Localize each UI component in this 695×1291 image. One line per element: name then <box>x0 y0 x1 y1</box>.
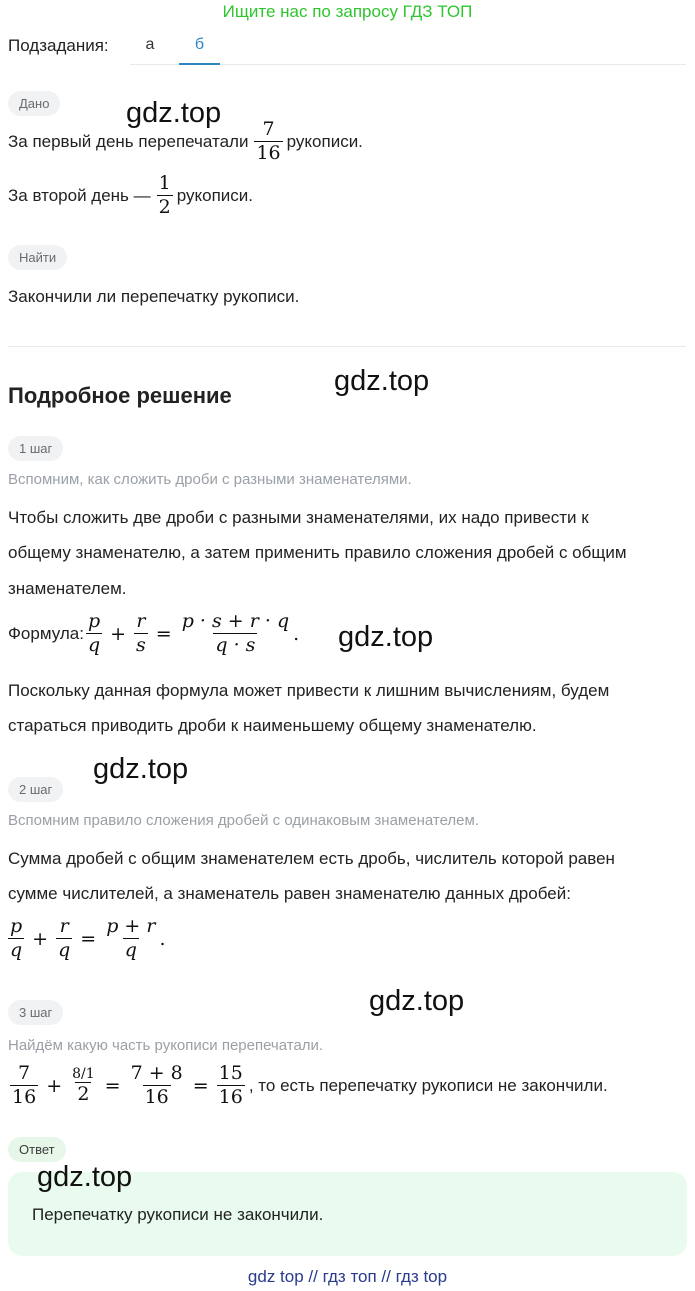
fraction-7-16 <box>254 120 282 164</box>
fraction-result <box>104 917 157 961</box>
answer-badge: Ответ <box>8 1137 66 1162</box>
find-badge: Найти <box>8 245 67 270</box>
tab-subtask-b[interactable]: б <box>194 36 205 53</box>
step-3-hint: Найдём какую часть рукописи перепечатали. <box>8 1037 324 1054</box>
step-1-after-2: стараться приводить дроби к наименьшему общему знаменателю. <box>8 716 537 735</box>
fraction-denominator: 2 <box>77 1083 90 1106</box>
fraction-15-16 <box>217 1064 245 1108</box>
equals-sign: = <box>192 1074 209 1097</box>
given-line-2 <box>8 174 253 218</box>
fraction-denominator: 16 <box>218 1085 243 1108</box>
tab-subtask-a[interactable]: а <box>145 36 155 53</box>
step-2-line-2: сумме числителей, а знаменатель равен знаменателю данных дробей: <box>8 884 571 903</box>
period: . <box>159 927 166 950</box>
step-1-line-1: Чтобы сложить две дроби с разными знаменателями, их надо привести к <box>8 508 589 527</box>
watermark: gdz.top <box>334 365 430 397</box>
fraction-numerator: 1 <box>158 172 171 194</box>
fraction-denominator: q <box>10 938 23 961</box>
fraction-numerator: 7 <box>262 118 275 140</box>
fraction-numerator: 7 + 8 <box>130 1062 183 1084</box>
fraction-r-s <box>134 612 148 656</box>
fraction-denominator: s <box>136 633 146 656</box>
given-line-2-suffix: рукописи. <box>176 185 253 205</box>
step-3-conclusion: , то есть перепечатку рукописи не закончили. <box>248 1075 608 1095</box>
fraction-p-q <box>8 917 24 961</box>
formula-label: Формула: <box>8 623 84 643</box>
formula-calculation <box>8 1064 608 1108</box>
fraction-r-q <box>56 917 72 961</box>
fraction-numerator: p + r <box>106 915 156 937</box>
given-badge: Дано <box>8 91 60 116</box>
fraction-numerator: 7 <box>18 1062 31 1084</box>
fraction-denominator: 16 <box>12 1085 37 1108</box>
search-banner: Ищите нас по запросу ГДЗ ТОП <box>222 2 473 21</box>
step-1-line-3: знаменателем. <box>8 579 127 598</box>
watermark: gdz.top <box>126 97 222 129</box>
fraction-denominator: 2 <box>158 195 171 218</box>
fraction-denominator: q · s <box>215 633 256 656</box>
subtasks-label: Подзадания: <box>8 36 109 55</box>
equals-sign: = <box>155 622 172 645</box>
fraction-numerator: p <box>10 915 23 937</box>
find-text: Закончили ли перепечатку рукописи. <box>8 287 300 306</box>
equals-sign: = <box>80 927 97 950</box>
solution-heading: Подробное решение <box>8 383 232 408</box>
fraction-1-2-scaled <box>70 1067 97 1106</box>
plus-sign: + <box>32 927 49 950</box>
step-2-hint: Вспомним правило сложения дробей с одинаковым знаменателем. <box>8 812 479 829</box>
answer-text: Перепечатку рукописи не закончили. <box>32 1205 324 1224</box>
fraction-numerator: 8/1 <box>72 1065 95 1082</box>
fraction-1-2 <box>157 174 173 218</box>
step-2-line-1: Сумма дробей с общим знаменателем есть дробь, числитель которой равен <box>8 849 615 868</box>
section-divider <box>8 346 686 347</box>
fraction-numerator: p · s + r · q <box>181 610 290 632</box>
footer-links[interactable]: gdz top // гдз топ // гдз top <box>247 1267 448 1286</box>
plus-sign: + <box>110 622 127 645</box>
given-line-1-text: За первый день перепечатали <box>8 131 249 151</box>
watermark: gdz.top <box>338 621 434 653</box>
given-line-2-text: За второй день — <box>8 185 151 205</box>
watermark: gdz.top <box>93 753 189 785</box>
fraction-denominator: q <box>124 938 137 961</box>
fraction-sum <box>129 1064 185 1108</box>
plus-sign: + <box>46 1074 63 1097</box>
period: . <box>293 622 300 645</box>
fraction-denominator: q <box>87 633 101 656</box>
fraction-p-q <box>86 612 102 656</box>
fraction-numerator: r <box>59 915 69 937</box>
equals-sign: = <box>104 1074 121 1097</box>
formula-general <box>8 612 299 656</box>
fraction-numerator: 15 <box>218 1062 243 1084</box>
fraction-denominator: 16 <box>144 1085 169 1108</box>
step-1-after-1: Поскольку данная формула может привести к лишним вычислениям, будем <box>8 681 610 700</box>
step-1-line-2: общему знаменателю, а затем применить правило сложения дробей с общим <box>8 543 627 562</box>
given-line-1-suffix: рукописи. <box>286 131 363 151</box>
fraction-7-16 <box>10 1064 38 1108</box>
fraction-numerator: r <box>136 610 146 632</box>
active-tab-indicator <box>179 63 220 65</box>
formula-same-denominator <box>6 917 165 961</box>
fraction-denominator: q <box>58 938 71 961</box>
watermark: gdz.top <box>37 1161 133 1193</box>
step-3-badge: 3 шаг <box>8 1000 63 1025</box>
step-2-badge: 2 шаг <box>8 777 63 802</box>
watermark: gdz.top <box>369 985 465 1017</box>
fraction-denominator: 16 <box>256 141 281 164</box>
fraction-numerator: p <box>87 610 101 632</box>
step-1-hint: Вспомним, как сложить дроби с разными знаменателями. <box>8 471 412 488</box>
step-1-badge: 1 шаг <box>8 436 63 461</box>
fraction-result <box>180 612 291 656</box>
